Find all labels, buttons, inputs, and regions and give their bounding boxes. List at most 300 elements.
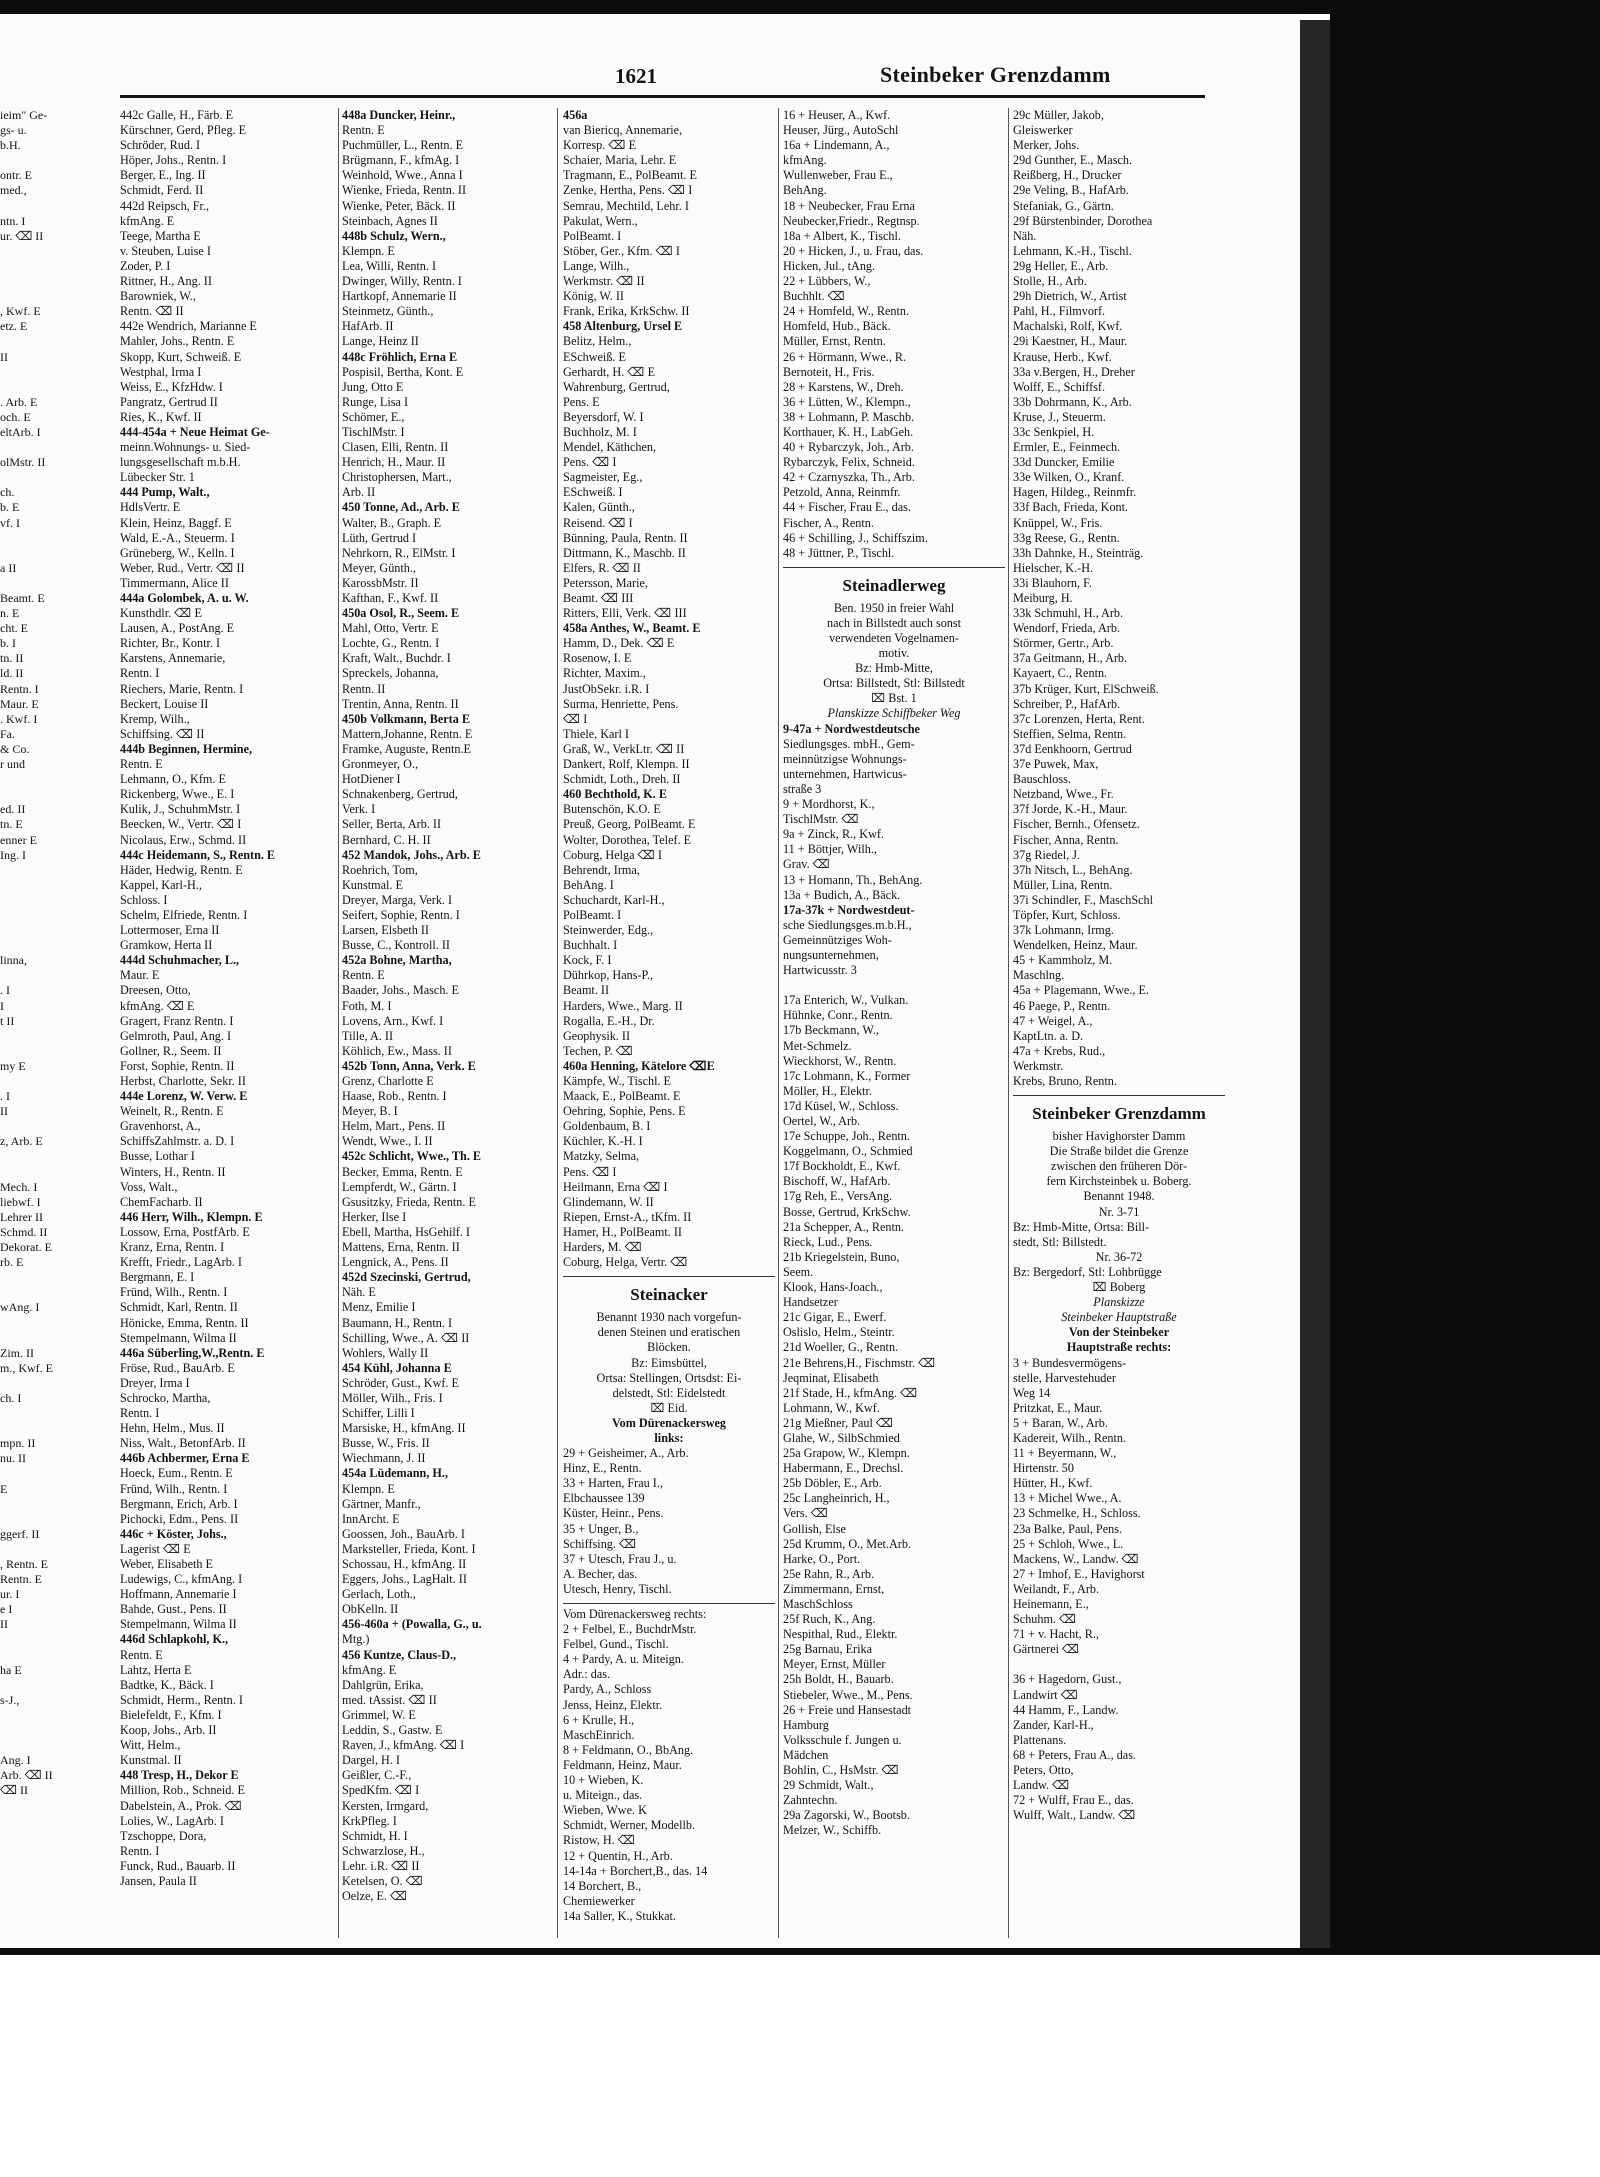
directory-entry-line: Schuhm. ⌫	[1013, 1612, 1077, 1627]
directory-entry-line: Lahtz, Herta E	[120, 1662, 192, 1677]
fragment-line	[0, 199, 75, 214]
fragment-line	[0, 1406, 75, 1421]
directory-entry-line: Stiebeler, Wwe., M., Pens.	[783, 1687, 913, 1702]
directory-entry-line: Küster, Heinr., Pens.	[563, 1506, 664, 1521]
directory-entry-line: Bosse, Gertrud, KrkSchw.	[783, 1204, 911, 1219]
directory-entry-line: Töpfer, Kurt, Schloss.	[1013, 907, 1121, 922]
directory-entry-line: 21g Mießner, Paul ⌫	[783, 1415, 894, 1430]
directory-entry-line: 442c Galle, H., Färb. E	[120, 108, 234, 122]
directory-entry-line: 16 + Heuser, A., Kwf.	[783, 108, 891, 122]
directory-entry-line: 29h Dietrich, W., Artist	[1013, 289, 1127, 304]
directory-entry-line: Geißler, C.-F.,	[342, 1768, 412, 1783]
fragment-line	[0, 863, 75, 878]
directory-entry-line: MaschSchloss	[783, 1597, 853, 1611]
directory-entry-line: Ermler, E., Feinmech.	[1013, 440, 1121, 455]
directory-entry-line: Machalski, Rolf, Kwf.	[1013, 319, 1123, 334]
fragment-line: ggerf. II	[0, 1526, 40, 1541]
fragment-line: linna,	[0, 953, 27, 968]
fragment-line	[0, 787, 75, 802]
directory-entry-line: 452d Szecinski, Gertrud,	[342, 1270, 471, 1285]
directory-entry-line: 26 + Freie und Hansestadt	[783, 1702, 912, 1717]
fragment-line: eltArb. I	[0, 424, 41, 439]
fragment-line	[0, 1632, 75, 1647]
directory-entry-line: Zoder, P. I	[120, 258, 171, 273]
directory-entry-line: Plattenans.	[1013, 1732, 1067, 1747]
directory-entry-line: 48 + Jüttner, P., Tischl.	[783, 545, 895, 560]
directory-entry-line: Gollner, R., Seem. II	[120, 1043, 222, 1058]
directory-entry-line: Lohmann, W., Kwf.	[783, 1400, 880, 1415]
directory-entry-line: meinn.Wohnungs- u. Sied-	[120, 440, 251, 455]
directory-entry-line: KarossbMstr. II	[342, 575, 419, 590]
directory-entry-line: Behrendt, Irma,	[563, 862, 640, 877]
directory-entry-line: Lagerist ⌫ E	[120, 1541, 191, 1556]
directory-entry-line: ChemFacharb. II	[120, 1194, 203, 1209]
blank-area	[0, 1955, 1600, 2177]
directory-entry-line: Stolle, H., Arb.	[1013, 274, 1087, 289]
fragment-line	[0, 1708, 75, 1723]
directory-entry-line: 21d Woeller, G., Rentn.	[783, 1340, 899, 1355]
directory-entry-line: Chemiewerker	[563, 1893, 635, 1908]
directory-entry-line: Buchhlt. ⌫	[783, 289, 845, 304]
directory-entry-line: Hütter, H., Kwf.	[1013, 1476, 1093, 1491]
directory-entry-line: Lottermoser, Erna II	[120, 923, 220, 938]
directory-entry-line: 458 Altenburg, Ursel E	[563, 319, 683, 334]
directory-entry-line: MaschEinrich.	[563, 1727, 635, 1742]
directory-entry-line: BehAng.	[783, 183, 827, 198]
fragment-line: tn. E	[0, 817, 23, 832]
directory-entry-line: 29g Heller, E., Arb.	[1013, 258, 1109, 273]
fragment-line: vf. I	[0, 515, 20, 530]
directory-entry-line: 14-14a + Borchert,B., das. 14	[563, 1863, 708, 1878]
directory-entry-line: TischlMstr. I	[342, 424, 405, 439]
directory-entry-line: Nr. 3-71	[1098, 1204, 1140, 1219]
fragment-line: nu. II	[0, 1451, 26, 1466]
directory-entry-line: Vom Dürenackersweg rechts:	[563, 1607, 707, 1621]
directory-entry-line: Landwirt ⌫	[1013, 1687, 1078, 1702]
directory-entry-line: Müller, Ernst, Rentn.	[783, 334, 886, 349]
directory-entry-line: Ben. 1950 in freier Wahl	[833, 600, 955, 615]
directory-entry-line: Bz: Hmb-Mitte,	[855, 661, 933, 676]
directory-entry-line: Gollish, Else	[783, 1521, 846, 1536]
directory-entry-line: Oelze, E. ⌫	[342, 1889, 408, 1904]
directory-entry-line: Heinemann, E.,	[1013, 1597, 1089, 1611]
directory-entry-line: 446d Schlapkohl, K.,	[120, 1632, 229, 1647]
directory-entry-line: Steinbach, Agnes II	[342, 213, 438, 228]
directory-entry-line: 9 + Mordhorst, K.,	[783, 797, 875, 812]
directory-entry-line: Runge, Lisa I	[342, 394, 409, 409]
directory-entry-line: Schrocko, Martha,	[120, 1390, 211, 1405]
fragment-line: ieim" Ge-	[0, 108, 48, 122]
directory-entry-line: Schreiber, P., HafArb.	[1013, 696, 1121, 711]
directory-entry-line: 450b Volkmann, Berta E	[342, 711, 470, 726]
directory-entry-line: 23a Balke, Paul, Pens.	[1013, 1521, 1122, 1536]
directory-entry-line: 37 + Utesch, Frau J., u.	[563, 1551, 677, 1566]
fragment-line: ontr. E	[0, 168, 32, 183]
directory-entry-line: König, W. II	[563, 289, 624, 304]
directory-entry-line: Kersten, Irmgard,	[342, 1798, 429, 1813]
directory-entry-line: 18 + Neubecker, Frau Erna	[783, 198, 915, 213]
fragment-line	[0, 1648, 75, 1663]
directory-entry-line: Ebell, Martha, HsGehilf. I	[342, 1224, 470, 1239]
directory-entry-line: unternehmen, Hartwicus-	[783, 766, 907, 781]
directory-entry-line: Winters, H., Rentn. II	[120, 1164, 226, 1179]
fragment-line: Ing. I	[0, 847, 26, 862]
directory-entry-line: Geophysik. II	[563, 1028, 631, 1043]
directory-entry-line: 17c Lohmann, K., Former	[783, 1068, 911, 1083]
directory-entry-line: Ristow, H. ⌫	[563, 1833, 635, 1848]
directory-entry-line: InnArcht. E	[342, 1511, 400, 1526]
fragment-line: tn. II	[0, 651, 24, 666]
directory-entry-line: Rentn. I	[120, 666, 160, 681]
directory-entry-line: 36 + Lütten, W., Klempn.,	[783, 394, 911, 409]
directory-entry-line: Kafthan, F., Kwf. II	[342, 591, 439, 605]
directory-entry-line: 25d Krumm, O., Met.Arb.	[783, 1536, 911, 1551]
directory-entry-line: 13 + Homann, Th., BehAng.	[783, 872, 923, 887]
directory-entry-line: 33a v.Bergen, H., Dreher	[1013, 364, 1135, 379]
directory-entry-line: kfmAng. E	[120, 213, 175, 228]
directory-entry-line: nungsunternehmen,	[783, 947, 879, 962]
directory-entry-line: Lempferdt, W., Gärtn. I	[342, 1179, 457, 1194]
directory-entry-line: Pritzkat, E., Maur.	[1013, 1400, 1103, 1415]
directory-entry-line: 444 Pump, Walt.,	[120, 485, 210, 500]
directory-entry-line: Landw. ⌫	[1013, 1778, 1070, 1793]
directory-entry-line: Schuchardt, Karl-H.,	[563, 892, 665, 907]
directory-entry-line: Oehring, Sophie, Pens. E	[563, 1104, 686, 1119]
fragment-line: enner E	[0, 832, 37, 847]
directory-entry-line: Gramkow, Herta II	[120, 938, 213, 953]
directory-entry-line: 8 + Feldmann, O., BbAng.	[563, 1742, 694, 1757]
directory-entry-line: Rentn. II	[342, 681, 386, 696]
fragment-line	[0, 1376, 75, 1391]
directory-column-4	[783, 108, 1005, 1839]
directory-entry-line: Marksteller, Frieda, Kont. I	[342, 1541, 476, 1556]
directory-entry-line: lungsgesellschaft m.b.H.	[120, 455, 241, 470]
directory-entry-line: 17f Bockholdt, E., Kwf.	[783, 1159, 901, 1174]
directory-entry-line: Glahe, W., SilbSchmied	[783, 1430, 900, 1445]
directory-entry-line: Grav. ⌫	[783, 857, 830, 872]
directory-entry-line: 37e Puwek, Max,	[1013, 757, 1099, 772]
directory-entry-line: Graß, W., VerkLtr. ⌫ II	[563, 741, 685, 756]
directory-entry-line: Dargel, H. I	[342, 1753, 400, 1768]
directory-entry-line: Wendt, Wwe., I. II	[342, 1134, 433, 1149]
directory-entry-line: Verk. I	[342, 802, 376, 817]
directory-entry-line: 21e Behrens,H., Fischmstr. ⌫	[783, 1355, 936, 1370]
directory-entry-line: Klempn. E	[342, 243, 395, 258]
directory-entry-line: Rieck, Lud., Pens.	[783, 1234, 873, 1249]
fragment-line	[0, 380, 75, 395]
directory-entry-line: 444d Schuhmacher, L.,	[120, 953, 240, 968]
directory-entry-line: Dreyer, Marga, Verk. I	[342, 892, 453, 907]
directory-entry-line: Mackens, W., Landw. ⌫	[1013, 1551, 1139, 1566]
directory-entry-line: Belitz, Helm.,	[563, 334, 632, 349]
directory-entry-line: Lehmann, O., Kfm. E	[120, 772, 226, 787]
directory-entry-line: 454a Lüdemann, H.,	[342, 1466, 448, 1481]
directory-entry-line: 14a Saller, K., Stukkat.	[563, 1908, 676, 1923]
directory-entry-line: Die Straße bildet die Grenze	[1049, 1144, 1189, 1159]
directory-entry-line: JustObSekr. i.R. I	[563, 681, 650, 696]
directory-entry-line: Kock, F. I	[563, 953, 612, 968]
fragment-line	[0, 576, 75, 591]
fragment-line: gs- u.	[0, 123, 27, 138]
fragment-line	[0, 1074, 75, 1089]
fragment-line	[0, 1497, 75, 1512]
fragment-line: b.H.	[0, 138, 21, 153]
directory-entry-line: Dahlgrün, Erika,	[342, 1677, 424, 1692]
directory-entry-line: 446 Herr, Wilh., Klempn. E	[120, 1209, 263, 1224]
directory-entry-line: 38 + Lohmann, P. Maschb.	[783, 409, 915, 424]
directory-entry-line: 37g Riedel, J.	[1013, 847, 1081, 862]
directory-entry-line: Rentn. I	[120, 1406, 160, 1421]
fragment-line	[0, 1512, 75, 1527]
directory-entry-line: Herker, Ilse I	[342, 1209, 407, 1224]
fragment-line: II	[0, 349, 8, 364]
directory-entry-line: Forst, Sophie, Rentn. II	[120, 1058, 235, 1073]
planskizze-note: Planskizze	[1093, 1295, 1145, 1310]
directory-entry-line: Stempelmann, Wilma II	[120, 1330, 237, 1345]
directory-entry-line: delstedt, Stl: Eidelstedt	[612, 1385, 726, 1400]
directory-entry-line: Weber, Elisabeth E	[120, 1557, 213, 1571]
fragment-line: ch. I	[0, 1390, 22, 1405]
fragment-line: E	[0, 1481, 8, 1496]
directory-entry-line: Wienke, Peter, Bäck. II	[342, 198, 456, 213]
directory-entry-line: Jeqminat, Elisabeth	[783, 1370, 879, 1385]
directory-entry-line: Wulff, Walt., Landw. ⌫	[1013, 1808, 1136, 1823]
directory-entry-line: 16a + Lindemann, A.,	[783, 138, 890, 153]
directory-entry-line: HotDiener I	[342, 772, 401, 787]
directory-entry-line: 454 Kühl, Johanna E	[342, 1360, 452, 1375]
directory-entry-line: Pospisil, Bertha, Kont. E	[342, 364, 464, 379]
column-divider	[1008, 108, 1009, 1938]
directory-entry-line: Steinmetz, Günth.,	[342, 304, 434, 319]
directory-entry-line: Wahrenburg, Gertrud,	[563, 379, 670, 394]
directory-entry-line: 460 Bechthold, K. E	[563, 787, 667, 802]
directory-entry-line: 72 + Wulff, Frau E., das.	[1013, 1793, 1134, 1808]
directory-entry-line: Koggelmann, O., Schmied	[783, 1144, 913, 1159]
directory-entry-line: Busse, C., Kontroll. II	[342, 938, 450, 953]
directory-entry-line: Weber, Rud., Vertr. ⌫ II	[120, 560, 245, 575]
directory-entry-line: 21b Kriegelstein, Buno,	[783, 1249, 900, 1264]
directory-entry-line: motiv.	[878, 646, 910, 661]
directory-entry-line: Matzky, Selma,	[563, 1149, 640, 1164]
directory-entry-line: Schiffsing. ⌫ II	[120, 726, 205, 741]
directory-entry-line: Peters, Otto,	[1013, 1763, 1074, 1778]
directory-entry-line: 29 Schmidt, Walt.,	[783, 1778, 874, 1793]
column-divider	[778, 108, 779, 1938]
directory-entry-line: KrkPfleg. I	[342, 1813, 397, 1828]
directory-entry-line: Oslislo, Helm., Steintr.	[783, 1325, 895, 1340]
directory-entry-line: Weg 14	[1013, 1385, 1051, 1400]
directory-entry-line: Meyer, B. I	[342, 1104, 398, 1119]
directory-entry-line: Kunsthdlr. ⌫ E	[120, 606, 202, 621]
directory-entry-line: Lüth, Gertrud I	[342, 530, 417, 545]
directory-entry-line: Skopp, Kurt, Schweiß. E	[120, 349, 242, 364]
directory-entry-line: Hehn, Helm., Mus. II	[120, 1421, 225, 1436]
directory-entry-line: 33i Blauhorn, F.	[1013, 575, 1092, 590]
directory-entry-line: Grüneberg, W., Kelln. I	[120, 545, 235, 560]
directory-entry-line: Hoeck, Eum., Rentn. E	[120, 1466, 233, 1481]
directory-entry-line: Heuser, Jürg., AutoSchl	[783, 123, 899, 138]
directory-entry-line: Beamt. II	[563, 983, 610, 998]
directory-entry-line: 11 + Böttjer, Wilh.,	[783, 842, 877, 857]
directory-entry-line: Leddin, S., Gastw. E	[342, 1723, 443, 1738]
directory-entry-line: Bz: Hmb-Mitte, Ortsa: Bill-	[1013, 1219, 1150, 1234]
directory-entry-line: Henrich, H., Maur. II	[342, 455, 446, 470]
fragment-line	[0, 470, 75, 485]
directory-entry-line: Dührkop, Hans-P.,	[563, 968, 654, 983]
directory-entry-line: Hauptstraße rechts:	[1066, 1340, 1172, 1355]
directory-entry-line: 13a + Budich, A., Bäck.	[783, 887, 901, 902]
directory-column-2	[342, 108, 554, 1904]
directory-entry-line: 33h Dahnke, H., Steinträg.	[1013, 545, 1144, 560]
directory-entry-line: 44 + Fischer, Frau E., das.	[783, 500, 911, 515]
directory-entry-line: Weinhold, Wwe., Anna I	[342, 168, 463, 183]
directory-entry-line: Homfeld, Hub., Bäck.	[783, 319, 891, 334]
directory-entry-line: HafArb. II	[342, 319, 394, 334]
directory-entry-line: 25e Rahn, R., Arb.	[783, 1566, 875, 1581]
directory-entry-line: 44 Hamm, F., Landw.	[1013, 1702, 1119, 1717]
directory-entry-line: Neubecker,Friedr., Regtnsp.	[783, 213, 920, 228]
directory-entry-line: Fründ, Wilh., Rentn. I	[120, 1285, 228, 1300]
directory-entry-line: Herbst, Charlotte, Sekr. II	[120, 1074, 246, 1088]
directory-entry-line: 33k Schmuhl, H., Arb.	[1013, 606, 1124, 621]
directory-entry-line: 9a + Zinck, R., Kwf.	[783, 827, 884, 842]
directory-entry-line: van Biericq, Annemarie,	[563, 123, 683, 138]
directory-entry-line: 37h Nitsch, L., BehAng.	[1013, 862, 1133, 877]
directory-entry-line: Schömer, E.,	[342, 409, 405, 424]
fragment-line: Dekorat. E	[0, 1240, 52, 1255]
directory-entry-line: stedt, Stl: Billstedt.	[1013, 1234, 1107, 1249]
directory-entry-line: Wohlers, Wally II	[342, 1345, 429, 1360]
directory-entry-line: Kranz, Erna, Rentn. I	[120, 1240, 225, 1255]
fragment-line: t II	[0, 1013, 15, 1028]
directory-entry-line: Met-Schmelz.	[783, 1038, 852, 1053]
fragment-line: s-J.,	[0, 1692, 20, 1707]
fragment-line: wAng. I	[0, 1300, 40, 1315]
directory-entry-line: 13 + Michel Wwe., A.	[1013, 1491, 1122, 1506]
directory-entry-line: Rentn. E	[342, 123, 385, 138]
directory-entry-line: 29a Zagorski, W., Bootsb.	[783, 1808, 910, 1823]
directory-entry-line: bisher Havighorster Damm	[1052, 1129, 1186, 1144]
directory-entry-line: 37i Schindler, F., MaschSchl	[1013, 892, 1154, 907]
directory-entry-line: Stempelmann, Wilma II	[120, 1617, 237, 1632]
directory-entry-line: 442e Wendrich, Marianne E	[120, 319, 257, 334]
directory-entry-line: 444a Golombek, A. u. W.	[120, 591, 249, 605]
fragment-line	[0, 1119, 75, 1134]
directory-entry-line: Hartkopf, Annemarie II	[342, 289, 457, 304]
fragment-line: Rentn. I	[0, 681, 39, 696]
fragment-line	[0, 365, 75, 380]
directory-entry-line: Tragmann, E., PolBeamt. E	[563, 168, 697, 183]
directory-entry-line: Wendelken, Heinz, Maur.	[1013, 938, 1138, 953]
directory-entry-line: 33b Dohrmann, K., Arb.	[1013, 394, 1132, 409]
fragment-line	[0, 1542, 75, 1557]
directory-entry-line: 25 + Schloh, Wwe., L.	[1013, 1536, 1124, 1551]
header-rule	[120, 95, 1205, 98]
directory-entry-line: 33 + Harten, Frau I.,	[563, 1476, 663, 1491]
directory-entry-line: Brügmann, F., kfmAg. I	[342, 153, 460, 168]
fragment-line: z, Arb. E	[0, 1134, 43, 1149]
directory-entry-line: ObKelln. II	[342, 1602, 399, 1617]
directory-entry-line: Hicken, Jul., tAng.	[783, 258, 876, 273]
directory-entry-line: 47 + Weigel, A.,	[1013, 1013, 1093, 1028]
directory-entry-line: Wolter, Dorothea, Telef. E	[563, 832, 692, 847]
directory-entry-line: Klook, Hans-Joach.,	[783, 1280, 883, 1295]
fragment-line: mpn. II	[0, 1436, 36, 1451]
directory-entry-line: Mädchen	[783, 1747, 829, 1762]
directory-entry-line: 460a Henning, Kätelore ⌫E	[563, 1058, 715, 1073]
directory-entry-line: Beckert, Louise II	[120, 696, 209, 711]
directory-entry-line: Gravenhorst, A.,	[120, 1119, 201, 1134]
directory-entry-line: Meyer, Ernst, Müller	[783, 1657, 886, 1672]
fragment-line: Maur. E	[0, 696, 39, 711]
fragment-line	[0, 772, 75, 787]
directory-entry-line: Badtke, K., Bäck. I	[120, 1677, 214, 1692]
directory-entry-line: Coburg, Helga, Vertr. ⌫	[563, 1255, 688, 1270]
directory-entry-line: 37a Geitmann, H., Arb.	[1013, 651, 1128, 666]
fragment-line: Arb. ⌫ II	[0, 1768, 53, 1783]
fragment-line	[0, 440, 75, 455]
directory-entry-line: Lehmann, K.-H., Tischl.	[1013, 243, 1132, 258]
directory-entry-line: Wendorf, Frieda, Arb.	[1013, 621, 1120, 636]
directory-entry-line: Pichocki, Edm., Pens. II	[120, 1511, 239, 1526]
directory-entry-line: Feldmann, Heinz, Maur.	[563, 1757, 682, 1772]
directory-entry-line: Näh. E	[342, 1285, 376, 1300]
fragment-line	[0, 1466, 75, 1481]
directory-entry-line: Glindemann, W. II	[563, 1194, 654, 1209]
directory-entry-line: ⌧ Bst. 1	[871, 691, 917, 706]
directory-entry-line: Dreyer, Irma I	[120, 1375, 190, 1390]
directory-entry-line: Jung, Otto E	[342, 379, 404, 394]
directory-entry-line: Schloss. I	[120, 892, 168, 907]
directory-entry-line: Techen, P. ⌫	[563, 1043, 633, 1058]
directory-entry-line: 29e Veling, B., HafArb.	[1013, 183, 1129, 198]
directory-entry-line: Reißberg, H., Drucker	[1013, 168, 1122, 183]
directory-entry-line: 46 + Schilling, J., Schiffszim.	[783, 530, 928, 545]
directory-entry-line: Pakulat, Wern.,	[563, 213, 638, 228]
directory-entry-line: Lausen, A., PostAng. E	[120, 621, 235, 636]
directory-entry-line: Ketelsen, O. ⌫	[342, 1873, 423, 1888]
directory-entry-line: 444-454a + Neue Heimat Ge-	[120, 424, 270, 439]
directory-entry-line: Maschlng.	[1013, 968, 1065, 983]
directory-entry-line: 21f Stade, H., kfmAng. ⌫	[783, 1385, 918, 1400]
directory-entry-line: Schröder, Gust., Kwf. E	[342, 1375, 459, 1390]
directory-entry-line: 452c Schlicht, Wwe., Th. E	[342, 1149, 482, 1164]
directory-entry-line: Utesch, Henry, Tischl.	[563, 1581, 672, 1596]
directory-entry-line: 46 Paege, P., Rentn.	[1013, 998, 1111, 1013]
directory-entry-line: 29f Bürstenbinder, Dorothea	[1013, 213, 1153, 228]
directory-entry-line: Harders, M. ⌫	[563, 1240, 642, 1255]
directory-entry-line: 10 + Wieben, K.	[563, 1773, 644, 1788]
directory-entry-line: Vers. ⌫	[783, 1506, 828, 1521]
directory-entry-line: Gemeinnütziges Woh-	[783, 932, 892, 947]
fragment-line	[0, 1044, 75, 1059]
directory-entry-line: Christophersen, Mart.,	[342, 470, 452, 485]
directory-entry-line: Roehrich, Tom,	[342, 862, 418, 877]
fragment-line: ur. ⌫ II	[0, 228, 44, 243]
directory-entry-line: Koop, Johs., Arb. II	[120, 1723, 217, 1738]
directory-entry-line: 37b Krüger, Kurt, ElSchweiß.	[1013, 681, 1159, 696]
directory-entry-line: Näh.	[1013, 228, 1037, 243]
directory-entry-line: Million, Rob., Schneid. E	[120, 1783, 245, 1798]
directory-entry-line: Spreckels, Johanna,	[342, 666, 439, 681]
directory-entry-line: 444e Lorenz, W. Verw. E	[120, 1089, 248, 1104]
directory-entry-line: 25b Döbler, E., Arb.	[783, 1476, 882, 1491]
directory-entry-line: TischlMstr. ⌫	[783, 812, 859, 827]
directory-entry-line: 444c Heidemann, S., Rentn. E	[120, 847, 276, 862]
directory-entry-line: 42 + Czarnyszka, Th., Arb.	[783, 470, 915, 485]
directory-entry-line: fern Kirchsteinbek u. Boberg.	[1046, 1174, 1192, 1189]
directory-entry-line: ESchweiß. E	[563, 349, 626, 364]
